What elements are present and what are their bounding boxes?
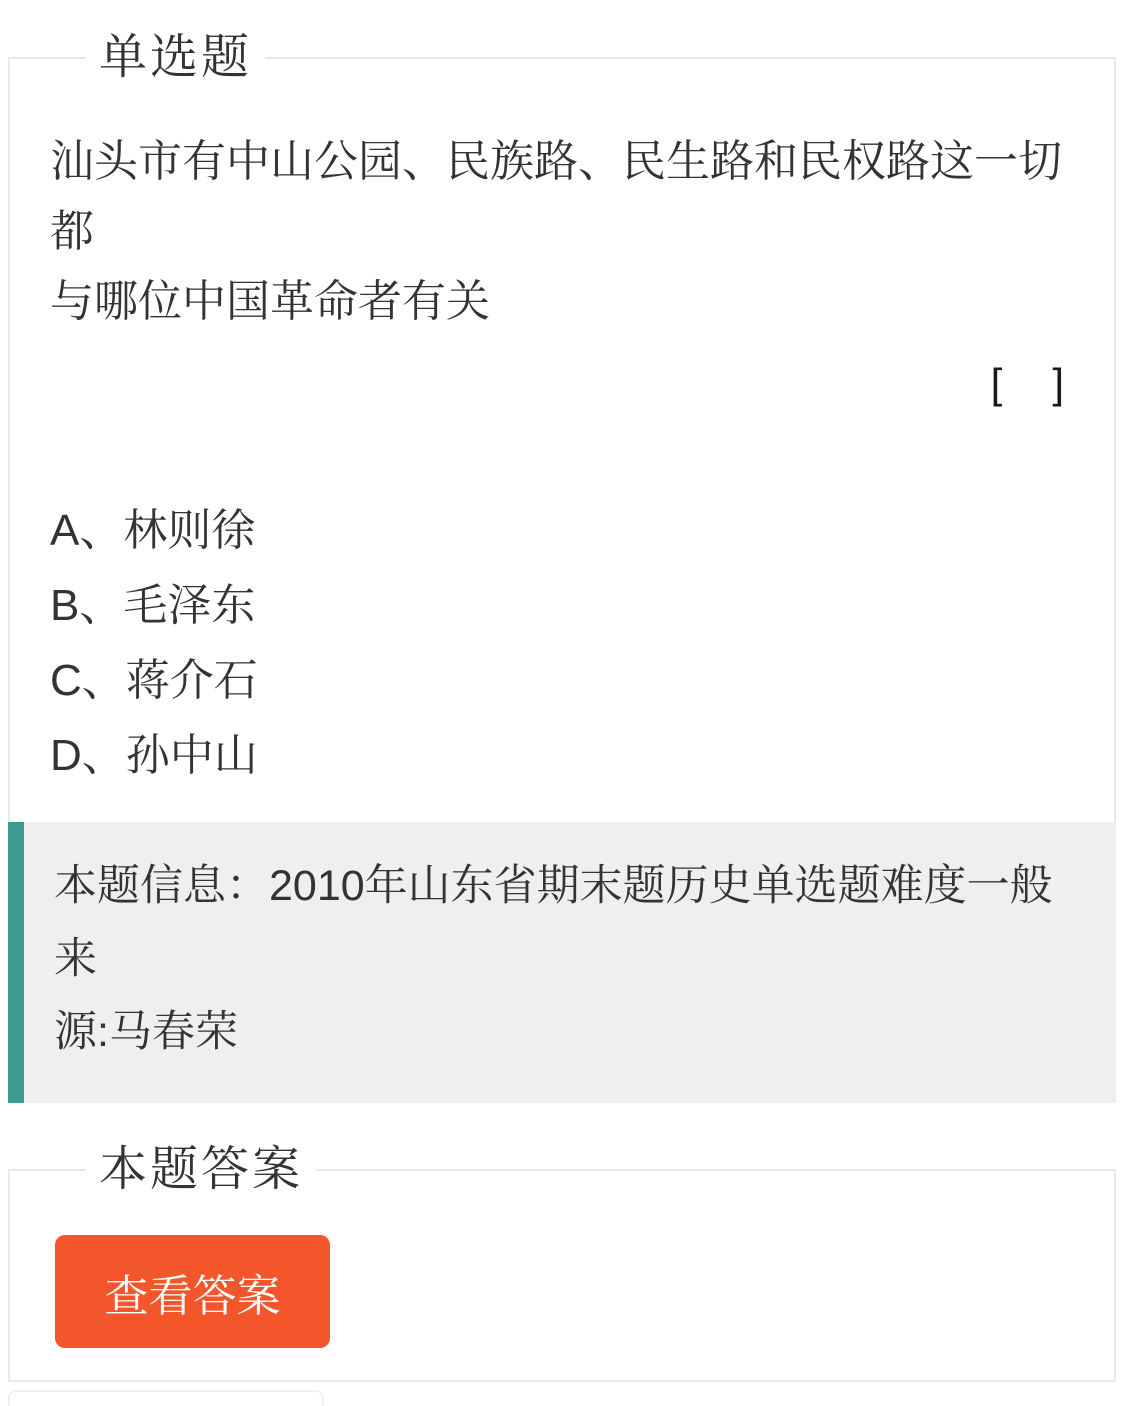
option-a[interactable]: A、林则徐 — [50, 506, 256, 555]
options-list — [50, 493, 1070, 793]
view-answer-button[interactable]: 查看答案 — [55, 1235, 330, 1348]
answer-section-title: 本题答案 — [86, 1144, 316, 1196]
question-info-line-1: 本题信息：2010年山东省期末题历史单选题难度一般 来 — [54, 862, 1053, 983]
question-type-title: 单选题 — [86, 32, 265, 84]
next-section-peek — [8, 1390, 324, 1406]
question-info-box — [8, 822, 1116, 1103]
question-info-line-2: 源:马春荣 — [54, 1008, 238, 1056]
option-c[interactable]: C、蒋介石 — [50, 656, 258, 705]
info-accent-bar — [8, 822, 24, 1103]
answer-card — [8, 1143, 1116, 1382]
question-body — [10, 59, 1114, 793]
option-d[interactable]: D、孙中山 — [50, 731, 258, 780]
question-text-line-1: 汕头市有中山公园、民族路、民生路和民权路这一切都 — [50, 137, 1062, 256]
question-card — [8, 31, 1116, 1103]
option-b[interactable]: B、毛泽东 — [50, 581, 256, 630]
answer-brackets: [ ] — [990, 360, 1068, 407]
question-text-line-2: 与哪位中国革命者有关 — [50, 277, 490, 326]
quiz-question-page — [0, 31, 1124, 1324]
